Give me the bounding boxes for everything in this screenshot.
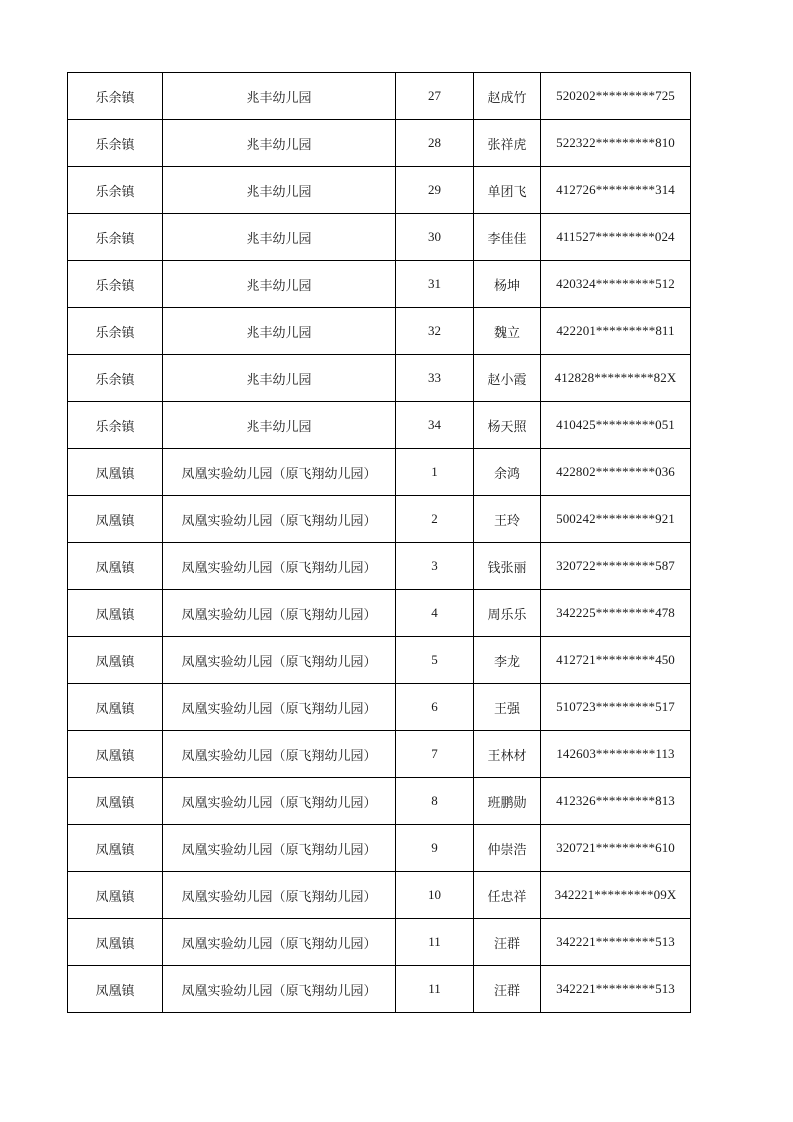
town-cell: 乐余镇 — [68, 355, 163, 402]
name-cell: 杨天照 — [474, 402, 541, 449]
table-row — [68, 167, 691, 214]
number-cell: 3 — [396, 543, 474, 590]
id-number-cell: 320721*********610 — [541, 825, 691, 872]
school-cell: 兆丰幼儿园 — [163, 120, 396, 167]
table-row — [68, 543, 691, 590]
table-row — [68, 590, 691, 637]
name-cell: 班鹏勋 — [474, 778, 541, 825]
number-cell: 1 — [396, 449, 474, 496]
town-cell: 凤凰镇 — [68, 449, 163, 496]
id-number-cell: 412828*********82X — [541, 355, 691, 402]
name-cell: 汪群 — [474, 919, 541, 966]
school-cell: 凤凰实验幼儿园（原飞翔幼儿园） — [163, 919, 396, 966]
table-row — [68, 496, 691, 543]
school-cell: 凤凰实验幼儿园（原飞翔幼儿园） — [163, 778, 396, 825]
school-cell: 凤凰实验幼儿园（原飞翔幼儿园） — [163, 496, 396, 543]
id-number-cell: 422201*********811 — [541, 308, 691, 355]
table-row — [68, 73, 691, 120]
school-cell: 凤凰实验幼儿园（原飞翔幼儿园） — [163, 731, 396, 778]
school-cell: 兆丰幼儿园 — [163, 214, 396, 261]
town-cell: 凤凰镇 — [68, 590, 163, 637]
table-row — [68, 214, 691, 261]
town-cell: 凤凰镇 — [68, 872, 163, 919]
school-cell: 凤凰实验幼儿园（原飞翔幼儿园） — [163, 543, 396, 590]
id-number-cell: 500242*********921 — [541, 496, 691, 543]
table-row — [68, 120, 691, 167]
id-number-cell: 342225*********478 — [541, 590, 691, 637]
name-cell: 张祥虎 — [474, 120, 541, 167]
id-number-cell: 410425*********051 — [541, 402, 691, 449]
school-cell: 兆丰幼儿园 — [163, 402, 396, 449]
name-cell: 王林材 — [474, 731, 541, 778]
id-number-cell: 422802*********036 — [541, 449, 691, 496]
table-row — [68, 825, 691, 872]
id-number-cell: 342221*********09X — [541, 872, 691, 919]
id-number-cell: 522322*********810 — [541, 120, 691, 167]
name-cell: 赵小霞 — [474, 355, 541, 402]
school-cell: 兆丰幼儿园 — [163, 308, 396, 355]
number-cell: 30 — [396, 214, 474, 261]
table-row — [68, 731, 691, 778]
town-cell: 乐余镇 — [68, 73, 163, 120]
town-cell: 凤凰镇 — [68, 684, 163, 731]
name-cell: 杨坤 — [474, 261, 541, 308]
name-cell: 单团飞 — [474, 167, 541, 214]
name-cell: 钱张丽 — [474, 543, 541, 590]
town-cell: 凤凰镇 — [68, 731, 163, 778]
name-cell: 赵成竹 — [474, 73, 541, 120]
number-cell: 9 — [396, 825, 474, 872]
number-cell: 5 — [396, 637, 474, 684]
id-number-cell: 420324*********512 — [541, 261, 691, 308]
table-row — [68, 872, 691, 919]
school-cell: 兆丰幼儿园 — [163, 167, 396, 214]
number-cell: 4 — [396, 590, 474, 637]
id-number-cell: 342221*********513 — [541, 966, 691, 1013]
town-cell: 凤凰镇 — [68, 778, 163, 825]
id-number-cell: 320722*********587 — [541, 543, 691, 590]
school-cell: 兆丰幼儿园 — [163, 355, 396, 402]
number-cell: 11 — [396, 966, 474, 1013]
name-cell: 李龙 — [474, 637, 541, 684]
roster-body — [68, 73, 691, 1013]
town-cell: 乐余镇 — [68, 402, 163, 449]
id-number-cell: 520202*********725 — [541, 73, 691, 120]
id-number-cell: 412721*********450 — [541, 637, 691, 684]
town-cell: 乐余镇 — [68, 308, 163, 355]
school-cell: 凤凰实验幼儿园（原飞翔幼儿园） — [163, 590, 396, 637]
table-row — [68, 637, 691, 684]
town-cell: 凤凰镇 — [68, 919, 163, 966]
table-row — [68, 308, 691, 355]
table-row — [68, 355, 691, 402]
number-cell: 10 — [396, 872, 474, 919]
number-cell: 31 — [396, 261, 474, 308]
roster-table — [67, 72, 691, 1013]
name-cell: 汪群 — [474, 966, 541, 1013]
name-cell: 王玲 — [474, 496, 541, 543]
number-cell: 6 — [396, 684, 474, 731]
table-row — [68, 919, 691, 966]
town-cell: 乐余镇 — [68, 120, 163, 167]
id-number-cell: 142603*********113 — [541, 731, 691, 778]
school-cell: 凤凰实验幼儿园（原飞翔幼儿园） — [163, 449, 396, 496]
number-cell: 28 — [396, 120, 474, 167]
number-cell: 34 — [396, 402, 474, 449]
table-row — [68, 966, 691, 1013]
name-cell: 魏立 — [474, 308, 541, 355]
town-cell: 凤凰镇 — [68, 496, 163, 543]
name-cell: 周乐乐 — [474, 590, 541, 637]
number-cell: 2 — [396, 496, 474, 543]
name-cell: 李佳佳 — [474, 214, 541, 261]
table-row — [68, 261, 691, 308]
number-cell: 33 — [396, 355, 474, 402]
id-number-cell: 411527*********024 — [541, 214, 691, 261]
name-cell: 王强 — [474, 684, 541, 731]
number-cell: 7 — [396, 731, 474, 778]
table-row — [68, 684, 691, 731]
school-cell: 凤凰实验幼儿园（原飞翔幼儿园） — [163, 966, 396, 1013]
table-row — [68, 449, 691, 496]
id-number-cell: 510723*********517 — [541, 684, 691, 731]
town-cell: 乐余镇 — [68, 167, 163, 214]
name-cell: 余鸿 — [474, 449, 541, 496]
number-cell: 8 — [396, 778, 474, 825]
id-number-cell: 342221*********513 — [541, 919, 691, 966]
school-cell: 凤凰实验幼儿园（原飞翔幼儿园） — [163, 872, 396, 919]
school-cell: 凤凰实验幼儿园（原飞翔幼儿园） — [163, 825, 396, 872]
number-cell: 27 — [396, 73, 474, 120]
school-cell: 凤凰实验幼儿园（原飞翔幼儿园） — [163, 637, 396, 684]
town-cell: 乐余镇 — [68, 214, 163, 261]
school-cell: 兆丰幼儿园 — [163, 73, 396, 120]
town-cell: 凤凰镇 — [68, 825, 163, 872]
number-cell: 32 — [396, 308, 474, 355]
number-cell: 29 — [396, 167, 474, 214]
id-number-cell: 412726*********314 — [541, 167, 691, 214]
table-row — [68, 402, 691, 449]
school-cell: 凤凰实验幼儿园（原飞翔幼儿园） — [163, 684, 396, 731]
town-cell: 凤凰镇 — [68, 543, 163, 590]
name-cell: 任忠祥 — [474, 872, 541, 919]
town-cell: 乐余镇 — [68, 261, 163, 308]
name-cell: 仲崇浩 — [474, 825, 541, 872]
id-number-cell: 412326*********813 — [541, 778, 691, 825]
table-row — [68, 778, 691, 825]
school-cell: 兆丰幼儿园 — [163, 261, 396, 308]
town-cell: 凤凰镇 — [68, 966, 163, 1013]
town-cell: 凤凰镇 — [68, 637, 163, 684]
number-cell: 11 — [396, 919, 474, 966]
